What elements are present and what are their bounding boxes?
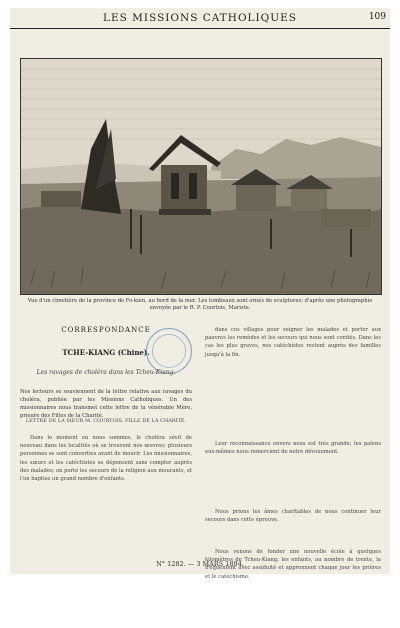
right-paragraph-2: Leur reconnaissance envers nous est très grande; les païens eux-mêmes nous remercient de notre dévouement. [205,441,381,456]
article-intro: Nos lecteurs se souviennent de la lettre relative aux ravages du choléra, publiée par les Missions Catholiques. Un des missionnaires nous transmet cette lettre de la vénérable Mère, prieure des Filles de la Charité. [20,389,192,419]
page-number: 109 [368,12,386,22]
journal-page [10,8,390,580]
cemetery-engraving [20,58,382,295]
running-header [10,8,390,29]
left-column [20,326,192,540]
running-title: LES MISSIONS CATHOLIQUES [103,12,297,24]
right-column [205,326,381,628]
right-paragraph-4: Nous venons de fonder une nouvelle école à quelques kilomètres de Tcheu-Kiang; les enfants, au nombre de trente, la fréquentent avec assiduité et apprennent chaque jour les prières et le catéchisme. [205,549,381,580]
left-paragraph: Dans le moment où nous sommes, le choléra sévit de nouveau dans les localités où se trouvent nos œuvres; plusieurs personnes se sont converties avant de mourir. Les missionnaires, les sœurs et les catéchistes se dépensent sans compter auprès des malades; on porte les secours de la religion aux mourants, et l'on baptise un grand nombre d'enfants. [20,435,192,483]
issue-footer: N° 1282. — 3 MARS 1894. [156,560,244,568]
letter-heading: LETTRE DE LA SŒUR M. COURTOIS, FILLE DE LA CHARITÉ. [25,418,187,424]
article-dateline: TCHE-KIANG (Chine). [62,348,150,357]
cemetery-engraving-art [21,59,381,294]
right-paragraph-1: dans ces villages pour soigner les malades et porter aux pauvres les remèdes et les secours qui nous sont confiés. Dans les cas les plus graves, nos catéchistes restent auprès des familles jusqu'à la fin. [205,327,381,358]
engraving-caption: Vue d'un cimetière de la province de Fo-kien, au bord de la mer. Les tombeaux sont ornés de sculptures; d'après une photographie envoyée par le R. P. Courtois, Mariste. [27,298,373,311]
tomb-left [41,191,81,207]
tomb-right [321,209,371,227]
right-paragraph-3: Nous prions les âmes charitables de nous continuer leur secours dans cette épreuve. [205,509,381,524]
shrine-body [161,165,207,209]
article-subtitle: Les ravages de choléra dans les Tcheu-Kiang. [36,369,176,376]
section-title: CORRESPONDANCE [61,326,151,334]
